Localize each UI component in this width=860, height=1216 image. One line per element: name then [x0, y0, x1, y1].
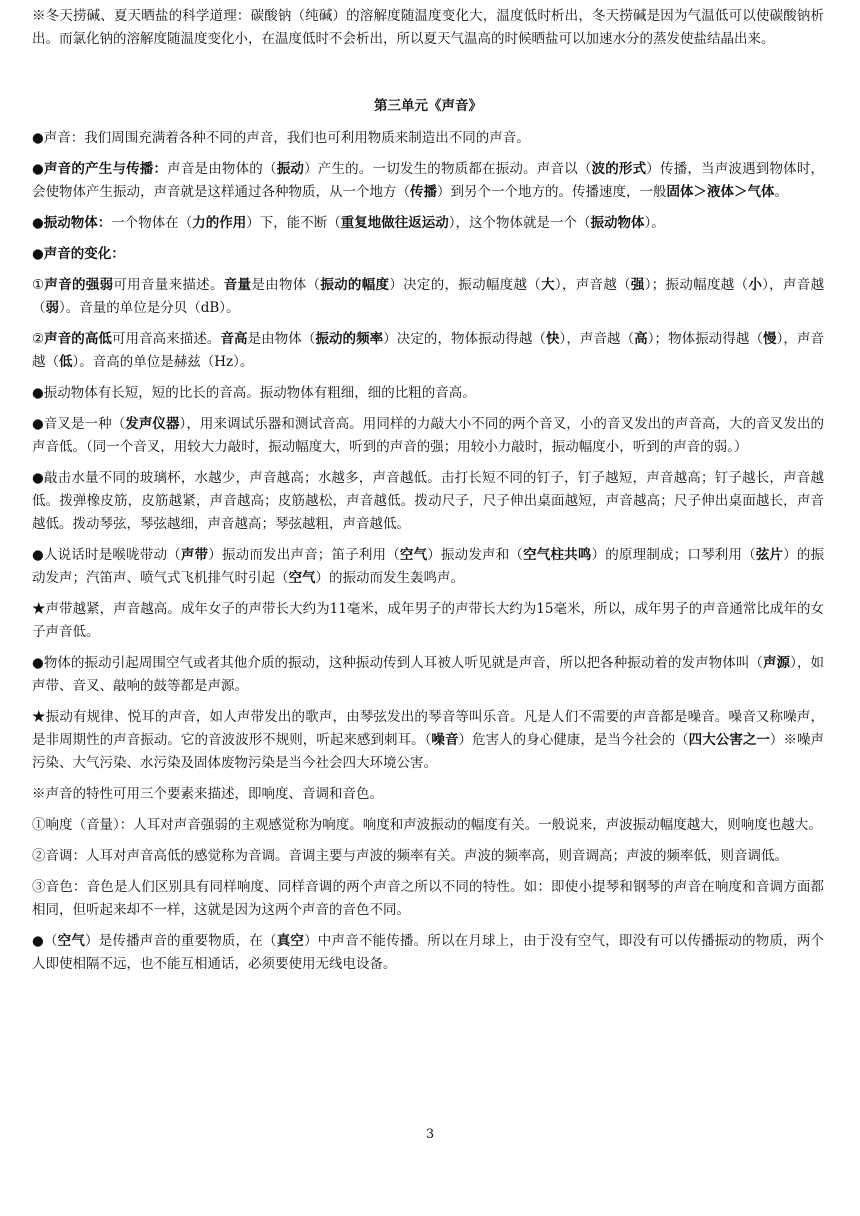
bold-text-run: 声音的强弱 — [44, 277, 114, 293]
text-run: 声音是由物体的（ — [167, 161, 277, 177]
text-run: ）是传播声音的重要物质，在（ — [85, 933, 277, 949]
bold-text-run: 大 — [541, 277, 555, 293]
text-run: ）；物体振动得越（ — [647, 331, 764, 347]
text-run: ）决定的，物体振动得越（ — [383, 331, 546, 347]
bold-text-run: 空气 — [399, 547, 428, 563]
text-run: ）振动而发出声音；笛子利用（ — [208, 547, 400, 563]
content-paragraph — [32, 413, 824, 459]
text-run: ）。 — [644, 215, 665, 231]
intro-section — [32, 0, 824, 51]
text-run: ）传播，当声波遇到物体时，会使物体产生振动，声音就是这样通过各种物质，从一个地方（ — [32, 161, 825, 200]
content-paragraph — [32, 127, 824, 150]
text-run: ）产生的。一切发生的物质都在振动。声音以（ — [304, 161, 592, 177]
text-run: ① — [32, 277, 45, 293]
bold-text-run: 振动的频率 — [315, 331, 384, 347]
text-run: ）决定的，振动幅度越（ — [389, 277, 542, 293]
document-body — [32, 0, 824, 984]
text-run: ）的振动发声；汽笛声、喷气式飞机排气时引起（ — [32, 547, 825, 586]
text-run: ），这个物体就是一个（ — [448, 215, 591, 231]
text-run: ），声音越（ — [32, 331, 825, 370]
content-paragraph — [32, 328, 824, 374]
bold-text-run: 传播 — [410, 184, 437, 200]
bold-text-run: 波的形式 — [591, 161, 647, 177]
text-run: 一个物体在（ — [111, 215, 193, 231]
content-paragraph — [32, 243, 824, 266]
text-run: ）到另个一个地方的。传播速度，一般 — [437, 184, 667, 200]
bold-text-run: 声音的高低 — [44, 331, 112, 347]
bold-text-run: 低 — [59, 354, 73, 370]
content-paragraph — [32, 783, 824, 806]
paragraph-list — [32, 127, 824, 976]
content-paragraph — [32, 652, 824, 698]
text-run: ），用来调试乐器和测试音高。用同样的力敲大小不同的两个音叉，小的音叉发出的声音高，大的音叉发出的声音低。（同一个音叉，用较大力敲时，振动幅度大，听到的声音的强；用较小力敲时，振动幅度小，听到的声音的弱。） — [32, 416, 825, 455]
bold-text-run: 真空 — [276, 933, 305, 949]
text-run: ）中声音不能传播。所以在月球上，由于没有空气，即没有可以传播振动的物质，两个人即使相隔不远，也不能互相通话，必须要使用无线电设备。 — [32, 933, 825, 972]
content-paragraph — [32, 845, 824, 868]
content-paragraph — [32, 876, 824, 922]
bold-text-run: 声带 — [180, 547, 209, 563]
text-run: 可用音高来描述。 — [111, 331, 221, 347]
content-paragraph — [32, 158, 824, 204]
content-paragraph — [32, 706, 824, 775]
content-paragraph — [32, 467, 824, 536]
text-run: ）。音量的单位是分贝（dB）。 — [59, 300, 240, 316]
bold-text-run: ●声音的变化： — [32, 246, 125, 262]
content-paragraph — [32, 382, 824, 405]
text-run: ）※噪声污染、大气污染、水污染及固体废物污染是当今社会四大环境公害。 — [32, 732, 825, 771]
text-run: ），声音越（ — [554, 277, 631, 293]
content-paragraph — [32, 930, 824, 976]
bold-text-run: 噪音 — [431, 732, 459, 748]
unit-title: 第三单元《声音》 — [374, 98, 482, 114]
text-run: ●（ — [32, 933, 58, 949]
text-run: ）的原理制成；口琴利用（ — [591, 547, 756, 563]
bold-text-run: 强 — [630, 277, 645, 293]
bold-text-run: 慢 — [763, 331, 777, 347]
text-run: ★声带越紧，声音越高。成年女子的声带长大约为11毫米，成年男子的声带长大约为15毫米，所以，成年男子的声音通常比成年的女子声音低。 — [32, 601, 824, 640]
text-run: 可用音量来描述。 — [113, 277, 224, 293]
bold-text-run: 固体＞液体＞气体 — [666, 184, 775, 200]
text-run: ③音色：音色是人们区别具有同样响度、同样音调的两个声音之所以不同的特性。如：即使小提琴和钢琴的声音在响度和音调方面都相同，但听起来却不一样，这就是因为这两个声音的音色不同。 — [32, 879, 824, 918]
bold-text-run: 音量 — [223, 277, 252, 293]
bold-text-run: 振动 — [276, 161, 305, 177]
bold-text-run: 小 — [748, 277, 763, 293]
bold-text-run: 发声仪器 — [125, 416, 180, 432]
text-run: ●振动物体有长短，短的比长的音高。振动物体有粗细，细的比粗的音高。 — [32, 385, 476, 401]
text-run: ●音叉是一种（ — [32, 416, 126, 432]
bold-text-run: 重复地做往返运动 — [340, 215, 449, 231]
bold-text-run: 四大公害之一 — [688, 732, 770, 748]
text-run: ）的振动而发生轰鸣声。 — [315, 570, 464, 586]
text-run: ）危害人的身心健康，是当今社会的（ — [458, 732, 689, 748]
content-paragraph — [32, 598, 824, 644]
text-run: ），如声带、音叉、敲响的鼓等都是声源。 — [32, 655, 825, 694]
text-run: ）下，能不断（ — [246, 215, 341, 231]
text-run: 是由物体（ — [251, 277, 321, 293]
text-run: ●人说话时是喉咙带动（ — [32, 547, 181, 563]
intro-paragraph — [32, 0, 824, 51]
text-run: ）。音高的单位是赫兹（Hz）。 — [72, 354, 254, 370]
bold-text-run: 快 — [545, 331, 560, 347]
text-run: ）振动发声和（ — [427, 547, 524, 563]
text-run: ①响度（音量）：人耳对声音强弱的主观感觉称为响度。响度和声波振动的幅度有关。一般说来，声波振动幅度越大，则响度也越大。 — [32, 817, 822, 833]
content-paragraph — [32, 212, 824, 235]
bold-text-run: 声源 — [762, 655, 791, 671]
bold-text-run: 空气 — [57, 933, 86, 949]
text-run: ●敲击水量不同的玻璃杯，水越少，声音越高；水越多，声音越低。击打长短不同的钉子，钉子越短，声音越高；钉子越长，声音越低。拨弹橡皮筋，皮筋越紧，声音越高；皮筋越松，声音越低。拨动尺子，尺子伸出桌面越短，声音越高；尺子伸出桌面越长，声音越低。拨动琴弦，琴弦越细，声音越高；琴弦越粗，声音越低。 — [32, 470, 824, 532]
content-paragraph — [32, 814, 824, 837]
bold-text-run: 振动的幅度 — [320, 277, 390, 293]
bold-text-run: 力的作用 — [192, 215, 247, 231]
text-run: ※声音的特性可用三个要素来描述，即响度、音调和音色。 — [32, 786, 383, 802]
text-run: ★振动有规律、悦耳的声音，如人声带发出的歌声，由琴弦发出的琴音等叫乐音。凡是人们不需要的声音都是噪音。噪音又称噪声，是非周期性的声音振动。它的音波波形不规则，听起来感到刺耳。（ — [32, 709, 824, 748]
text-run: ●物体的振动引起周围空气或者其他介质的振动，这种振动传到人耳被人听见就是声音，所以把各种振动着的发声物体叫（ — [32, 655, 763, 671]
text-run: ）；振动幅度越（ — [644, 277, 749, 293]
content-paragraph — [32, 274, 824, 320]
text-run: 。 — [774, 184, 788, 200]
bold-text-run: ●声音的产生与传播： — [32, 161, 168, 177]
bold-text-run: 弦片 — [755, 547, 784, 563]
bold-text-run: 弱 — [45, 300, 59, 316]
bold-text-run: 空气柱共鸣 — [523, 547, 592, 563]
bold-text-run: ●振动物体： — [32, 215, 112, 231]
content-paragraph — [32, 544, 824, 590]
bold-text-run: 音高 — [220, 331, 248, 347]
text-run: ② — [32, 331, 45, 347]
text-run: ），声音越（ — [559, 331, 635, 347]
bold-text-run: 高 — [634, 331, 648, 347]
bold-text-run: 振动物体 — [590, 215, 645, 231]
text-run: ※冬天捞碱、夏天晒盐的科学道理：碳酸钠（纯碱）的溶解度随温度变化大，温度低时析出，冬天捞碱是因为气温低可以使碳酸钠析出。而氯化钠的溶解度随温度变化小，在温度低时不会析出，所以夏天气温高的时候晒盐可以加速水分的蒸发使盐结晶出来。 — [32, 8, 824, 47]
page-number: 3 — [425, 1127, 435, 1142]
bold-text-run: 空气 — [288, 570, 316, 586]
text-run: 是由物体（ — [247, 331, 316, 347]
text-run: ②音调：人耳对声音高低的感觉称为音调。音调主要与声波的频率有关。声波的频率高，则音调高；声波的频率低，则音调低。 — [32, 848, 788, 864]
section-gap — [32, 51, 824, 95]
text-run: ●声音：我们周围充满着各种不同的声音，我们也可利用物质来制造出不同的声音。 — [32, 130, 530, 146]
text-run: ），声音越（ — [32, 277, 825, 316]
